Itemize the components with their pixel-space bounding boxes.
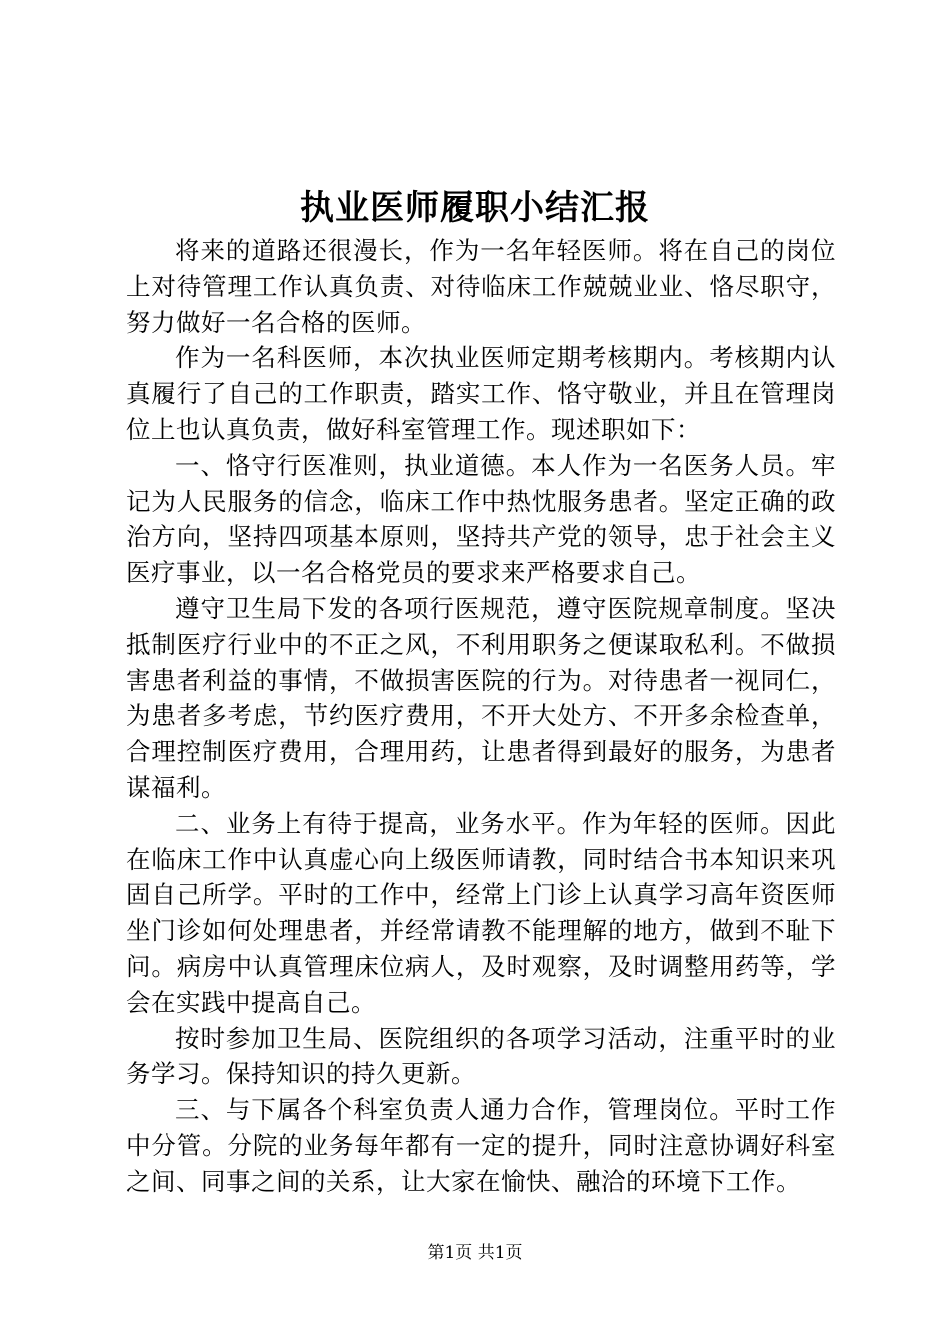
paragraph: 二、业务上有待于提高，业务水平。作为年轻的医师。因此在临床工作中认真虚心向上级医师请教，同时结合书本知识来巩固自己所学。平时的工作中，经常上门诊上认真学习高年资医师坐门诊如何处理患者，并经常请教不能理解的地方，做到不耻下问。病房中认真管理床位病人，及时观察，及时调整用药等，学会在实践中提高自己。 (126, 808, 836, 1017)
page-footer: 第1页 共1页 (427, 1243, 523, 1263)
paragraph: 三、与下属各个科室负责人通力合作，管理岗位。平时工作中分管。分院的业务每年都有一定的提升，同时注意协调好科室之间、同事之间的关系，让大家在愉快、融洽的环境下工作。 (126, 1095, 836, 1196)
paragraph: 作为一名科医师，本次执业医师定期考核期内。考核期内认真履行了自己的工作职责，踏实工作、恪守敬业，并且在管理岗位上也认真负责，做好科室管理工作。现述职如下： (126, 343, 836, 444)
paragraph: 遵守卫生局下发的各项行医规范，遵守医院规章制度。坚决抵制医疗行业中的不正之风，不利用职务之便谋取私利。不做损害患者利益的事情，不做损害医院的行为。对待患者一视同仁，为患者多考虑，节约医疗费用，不开大处方、不开多余检查单，合理控制医疗费用，合理用药，让患者得到最好的服务，为患者谋福利。 (126, 593, 836, 802)
paragraph: 按时参加卫生局、医院组织的各项学习活动，注重平时的业务学习。保持知识的持久更新。 (126, 1023, 836, 1089)
paragraph: 将来的道路还很漫长，作为一名年轻医师。将在自己的岗位上对待管理工作认真负责、对待临床工作兢兢业业、恪尽职守，努力做好一名合格的医师。 (126, 236, 836, 337)
page-title: 执业医师履职小结汇报 (300, 188, 650, 228)
document-body (126, 233, 836, 1200)
paragraph: 一、恪守行医准则，执业道德。本人作为一名医务人员。牢记为人民服务的信念，临床工作中热忱服务患者。坚定正确的政治方向，坚持四项基本原则，坚持共产党的领导，忠于社会主义医疗事业，以一名合格党员的要求来严格要求自己。 (126, 450, 836, 588)
